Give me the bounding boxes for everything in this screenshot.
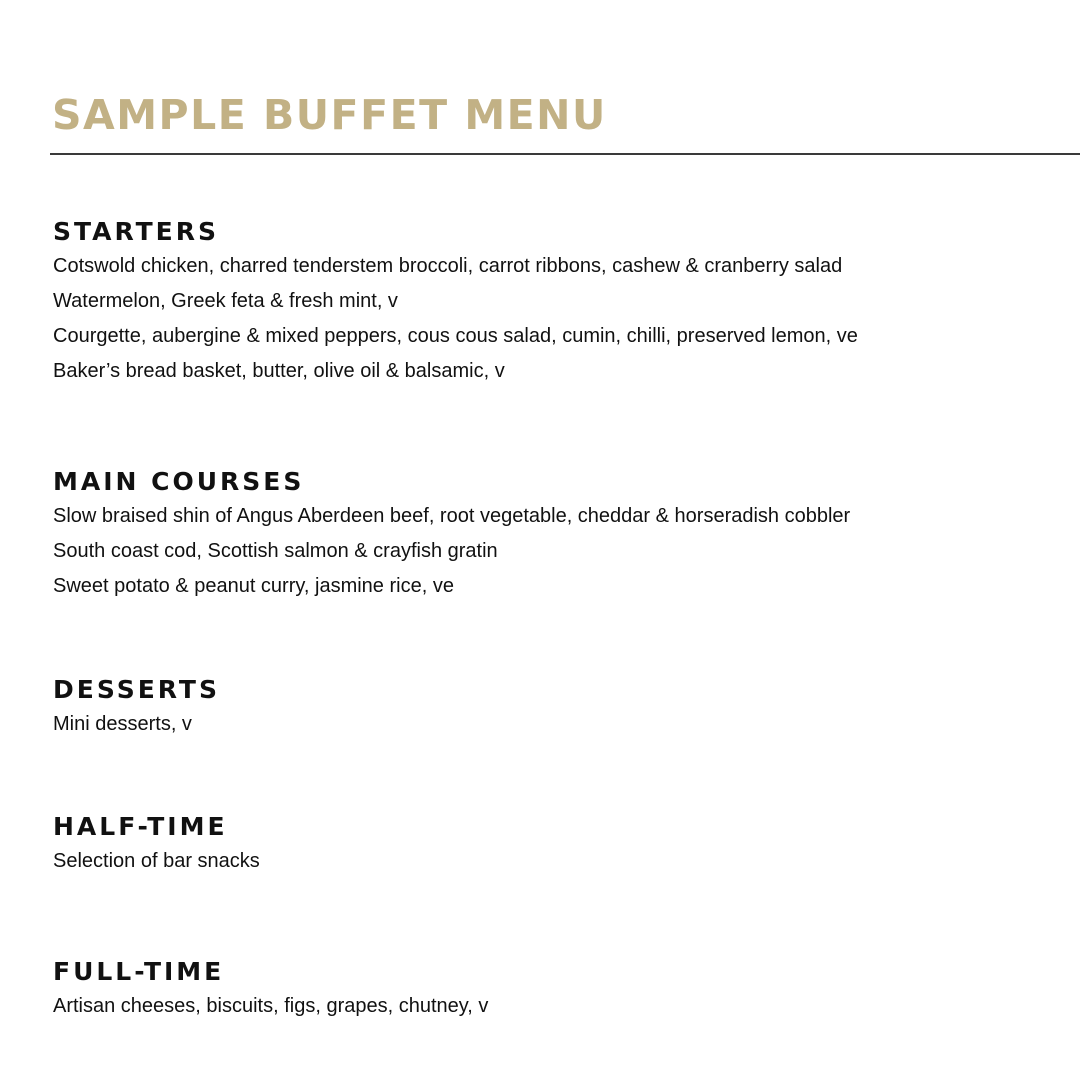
title-divider [50, 153, 1080, 155]
section-heading-full-time: FULL-TIME [53, 957, 225, 986]
menu-item: Baker’s bread basket, butter, olive oil & balsamic, v [53, 360, 505, 382]
section-heading-starters: STARTERS [53, 217, 219, 246]
menu-item: Selection of bar snacks [53, 850, 260, 872]
section-desserts [53, 673, 1053, 742]
menu-item: Slow braised shin of Angus Aberdeen beef, root vegetable, cheddar & horseradish cobbler [53, 505, 851, 527]
section-heading-desserts: DESSERTS [53, 675, 220, 704]
menu-item: Cotswold chicken, charred tenderstem broccoli, carrot ribbons, cashew & cranberry salad [53, 255, 843, 277]
section-starters [53, 215, 1053, 389]
section-main-courses [53, 465, 1053, 604]
menu-item: Watermelon, Greek feta & fresh mint, v [53, 290, 398, 312]
menu-item: Sweet potato & peanut curry, jasmine rice, ve [53, 575, 454, 597]
section-heading-half-time: HALF-TIME [53, 812, 228, 841]
menu-item: Courgette, aubergine & mixed peppers, cous cous salad, cumin, chilli, preserved lemon, ve [53, 325, 858, 347]
section-half-time [53, 810, 1053, 879]
page-title: SAMPLE BUFFET MENU [52, 91, 607, 139]
menu-item: Mini desserts, v [53, 713, 192, 735]
menu-item: South coast cod, Scottish salmon & crayfish gratin [53, 540, 498, 562]
section-heading-main-courses: MAIN COURSES [53, 467, 305, 496]
menu-item: Artisan cheeses, biscuits, figs, grapes, chutney, v [53, 995, 489, 1017]
section-full-time [53, 955, 1053, 1024]
